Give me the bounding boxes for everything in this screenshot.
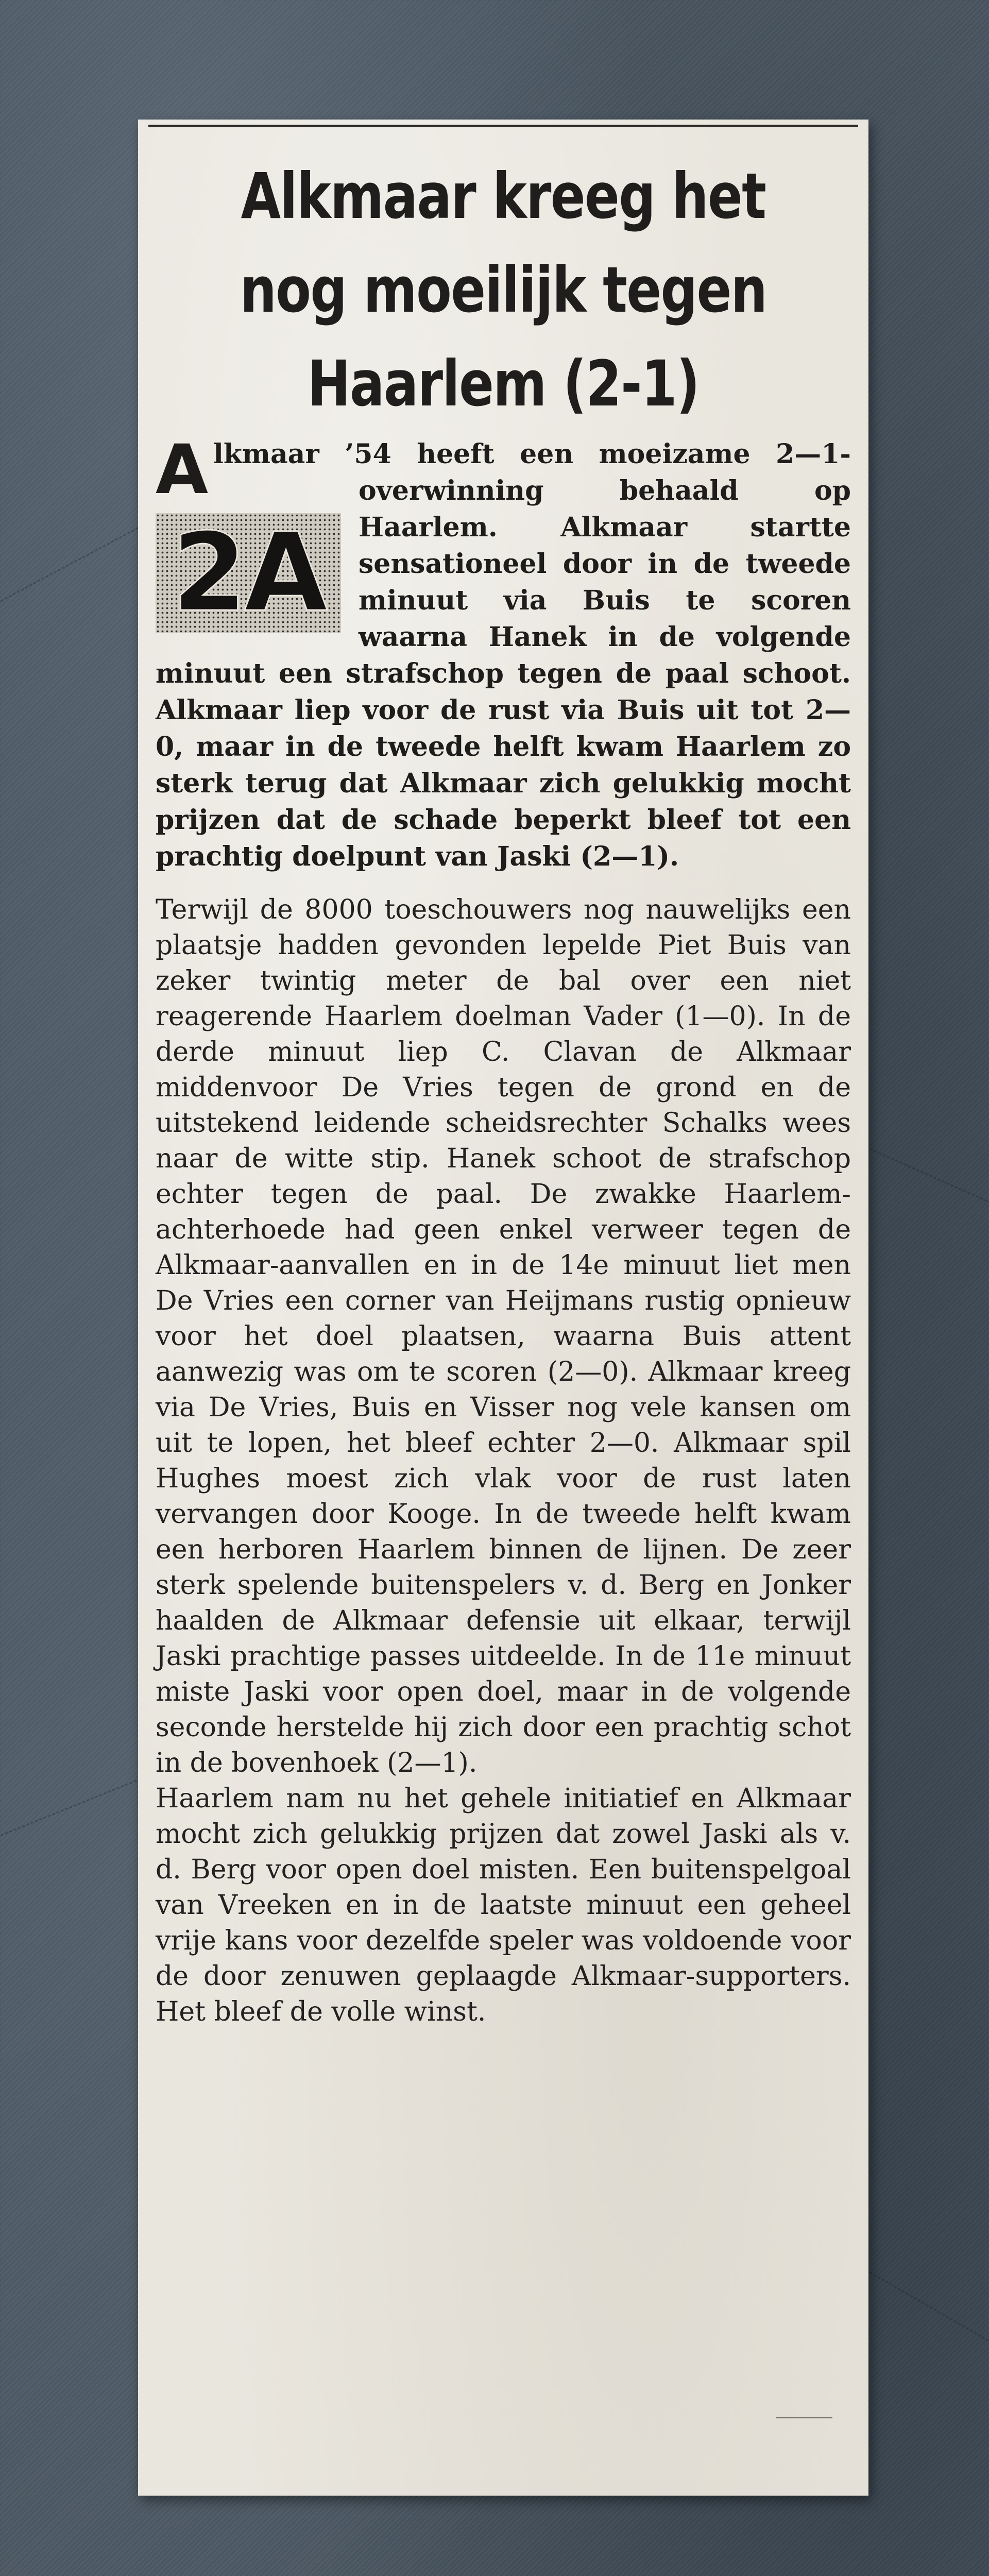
body-paragraph: Terwijl de 8000 toeschouwers nog nauwelijks een plaatsje hadden gevonden lepelde Piet Buis van zeker twintig meter de bal over een niet reagerende Haarlem doelman Vader (1—0). In de derde minuut liep C. Clavan de Alkmaar middenvoor De Vries tegen de grond en de uitstekend leidende scheidsrechter Schalks wees naar de witte stip. Hanek schoot de strafschop echter tegen de paal. De zwakke Haarlem-achterhoede had geen enkel verweer tegen de Alkmaar-aanvallen en in de 14e minuut liet men De Vries een corner van Heijmans rustig opnieuw voor het doel plaatsen, waarna Buis attent aanwezig was om te scoren (2—0). Alkmaar kreeg via De Vries, Buis en Visser nog vele kansen om uit te lopen, het bleef echter 2—0. Alkmaar spil Hughes moest zich vlak voor de rust laten vervangen door Kooge. In de tweede helft kwam een herboren Haarlem binnen de lijnen. De zeer sterk spelende buitenspelers v. d. Berg en Jonker haalden de Alkmaar defensie uit elkaar, terwijl Jaski prachtige passes uitdeelde. In de 11e minuut miste Jaski voor open doel, maar in de volgende seconde herstelde hij zich door een prachtig schot in de bovenhoek (2—1). — [156, 894, 851, 1778]
drop-cap: A — [156, 430, 209, 510]
section-badge-label: 2A — [172, 513, 325, 633]
end-mark — [776, 2417, 832, 2418]
body-paragraph: Haarlem nam nu het gehele initiatief en Alkmaar mocht zich gelukkig prijzen dat zowel Jaski als v. d. Berg voor open doel misten. Een buitenspelgoal van Vreeken en in de laatste minuut een geheel vrije kans voor dezelfde speler was voldoende voor de door zenuwen geplaagde Alkmaar-supporters. Het bleef de volle winst. — [156, 1783, 851, 2027]
article-body — [156, 892, 851, 2030]
lead-paragraph — [156, 430, 851, 875]
lead-text: lkmaar ’54 heeft een moeizame 2—1-overwinning behaald op Haarlem. Alkmaar startte sensationeel door in de tweede minuut via Buis te scoren waarna Hanek in de volgende minuut een strafschop tegen de paal schoot. Alkmaar liep voor de rust via Buis uit tot 2—0, maar in de tweede helft kwam Haarlem zo sterk terug dat Alkmaar zich gelukkig mocht prijzen dat de schade beperkt bleef tot een prachtig doelpunt van Jaski (2—1). — [156, 438, 851, 872]
section-badge — [156, 513, 341, 633]
headline: Alkmaar kreeg het nog moeilijk tegen Haarlem (2-1) — [240, 160, 767, 420]
newspaper-clipping — [138, 120, 868, 2496]
